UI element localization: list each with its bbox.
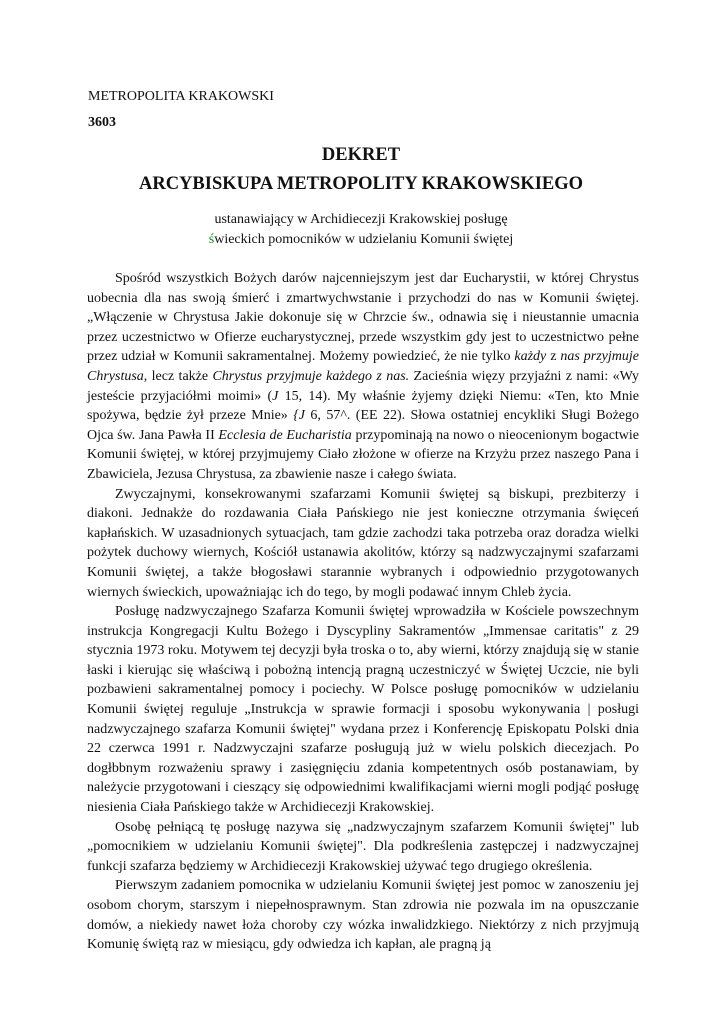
paragraph-1-text: 15, 14). My właśnie żyjemy dzięki Niemu: «Ten, kto Mnie spożywa, będzie żył przeze Mnie» <box>87 388 639 424</box>
paragraph-1-italic: J <box>272 388 279 404</box>
paragraph-1-text: przypominają na nowo o nieocenionym bogactwie Komunii świętej, w której przyjmujemy Ciało złożone w ofierze na Krzyżu przez naszego Pana i Zbawiciela, Jezusa Chrystusa, za zbawienie nasze i całego świata. <box>87 427 640 482</box>
subtitle-line-2-rest: wieckich pomocników w udzielaniu Komunii świętej <box>214 232 514 247</box>
paragraph-1-italic: nas przyjmuje Chrystusa, <box>87 349 639 384</box>
subtitle-highlighted-letter: ś <box>208 232 215 247</box>
decree-body <box>87 269 639 955</box>
paragraph-1-italic: Ecclesia de Eucharistia <box>218 427 352 443</box>
subtitle-line-1: ustanawiający w Archidiecezji Krakowskiej posługę <box>214 212 508 227</box>
paragraph-1-italic: {J <box>293 408 306 424</box>
paragraph-1 <box>87 269 639 485</box>
title-line-1: DEKRET <box>321 145 401 165</box>
paragraph-1-text: z <box>546 349 561 365</box>
paragraph-1-text: lecz także <box>147 368 213 384</box>
document-number: 3603 <box>88 115 116 130</box>
paragraph-2: Zwyczajnymi, konsekrowanymi szafarzami Komunii świętej są biskupi, prezbiterzy i diakoni. Jednakże do rozdawania Ciała Pańskiego nie jest konieczne otrzymania święceń kapłańskich. W uzasadnionych sytuacjach, tam gdzie zachodzi taka potrzeba oraz doradza wielki pożytek duchowy wiernych, Kościół ustanawia akolitów, którzy są nadzwyczajnymi szafarzami Komunii świętej, a także błogosławi starannie wybranych i odpowiednio przygotowanych wiernych świeckich, upoważniając ich do tego, by mogli podawać innym Chleb życia. <box>87 486 639 600</box>
paragraph-1-italic: każdy <box>514 349 547 365</box>
paragraph-1-text: 6, 57^. (EE 22). Słowa ostatniej encykliki Sługi Bożego Ojca św. Jana Pawła II <box>87 408 639 443</box>
title-line-2: ARCYBISKUPA METROPOLITY KRAKOWSKIEGO <box>138 174 584 194</box>
paragraph-1-text: Zacieśnia więzy przyjaźni z nami: «Wy jesteście przyjaciółmi moimi» ( <box>87 368 639 404</box>
issuer-line: METROPOLITA KRAKOWSKI <box>88 89 274 104</box>
paragraph-3: Posługę nadzwyczajnego Szafarza Komunii świętej wprowadziła w Kościele powszechnym instrukcja Kongregacji Kultu Bożego i Dyscypliny Sakramentów „Immensae caritatis" z 29 stycznia 1973 roku. Motywem tej decyzji była troska o to, aby wierni, którzy znajdują się w stanie łaski i kierując się właściwą i pobożną intencją pragną uczestniczyć w Świętej Uczcie, nie byli pozbawieni sakramentalnej pomocy i pociechy. W Polsce posługę pomocników w udzielaniu Komunii świętej reguluje „Instrukcja w sprawie formacji i sposobu wykonywania | posługi nadzwyczajnego szafarza Komunii świętej" wydana przez i Konferencję Episkopatu Polski dnia 22 czerwca 1991 r. Nadzwyczajni szafarze posługują już w wielu polskich diecezjach. Po dogłbbnym rozważeniu sprawy i zasięgnięciu zdania kompetentnych osób postanawiam, by należycie przygotowani i cieszący się odpowiednimi kwalifikacjami wierni mogli podjąć posługę niesienia Ciała Pańskiego także w Archidiecezji Krakowskiej. <box>87 604 639 816</box>
subtitle-line-2 <box>88 230 634 250</box>
paragraph-1-italic: Chrystus przyjmuje każdego z nas. <box>212 368 410 384</box>
paragraph-5: Pierwszym zadaniem pomocnika w udzielaniu Komunii świętej jest pomoc w zanoszeniu jej osobom chorym, starszym i niepełnosprawnym. Stan zdrowia nie pozwala im na opuszczanie domów, a niekiedy nawet łoża choroby czy wózka inwalidzkiego. Niektórzy z nich przyjmują Komunię świętą raz w miesiącu, gdy odwiedza ich kapłan, ale pragną ją <box>87 878 639 953</box>
paragraph-1-text: Spośród wszystkich Bożych darów najcenniejszym jest dar Eucharystii, w której Chrystus uobecnia dla nas swoją śmierć i zmartwychwstanie i przychodzi do nas w Komunii świętej. „Włączenie w Chrystusa Jakie dokonuje się w Chrzcie św., odnawia się i nieustannie umacnia przez uczestnictwo w Ofierze eucharystycznej, przede wszystkim gdy jest to uczestnictwo pełne przez udział w Komunii sakramentalnej. Możemy powiedzieć, że nie tylko <box>87 271 639 365</box>
paragraph-4: Osobę pełniącą tę posługę nazywa się „nadzwyczajnym szafarzem Komunii świętej" lub „pomocnikiem w udzielaniu Komunii świętej". Dla podkreślenia zastępczej i nadzwyczajnej funkcji szafarza będziemy w Archidiecezji Krakowskiej używać tego drugiego określenia. <box>87 819 639 874</box>
